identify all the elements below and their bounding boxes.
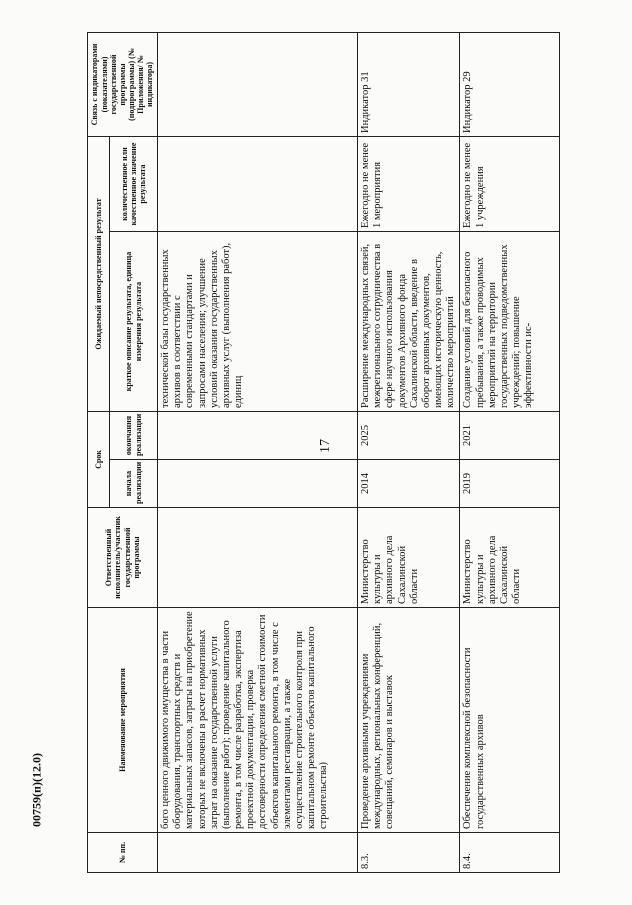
- row-start: 2014: [358, 460, 460, 508]
- row-name: Обеспечение комплексной безопасности государственных архивов: [460, 608, 560, 833]
- header-expected-value: количественное или качественное значение результата: [110, 137, 158, 232]
- row-result-value: [158, 137, 358, 232]
- row-responsible: Министерство культуры и архивного дела Сахалинской области: [358, 508, 460, 608]
- row-result-desc: Расширение международных связей, межрегионального сотрудничества в сфере научного использования документов Архивного фонда Сахалинской области, введение в оборот архивных документов, имеющих историческую ценность, количество мероприятий: [358, 232, 460, 412]
- row-result-desc: Создание условий для безопасного пребывания, а также проводимых мероприятий на территории государственных подведомственных учреждений; повышение эффективности ис-: [460, 232, 560, 412]
- row-result-desc: технической базы государственных архивов в соответствии с современными стандартами и запросами населения; улучшение условий оказания государственных архивных услуг (выполнения работ), единиц: [158, 232, 358, 412]
- header-num: № пп.: [88, 833, 158, 873]
- header-responsible: Ответственный исполнитель/участник государственной программы: [88, 508, 158, 608]
- table-row: [158, 33, 358, 873]
- table-row: [460, 33, 560, 873]
- row-responsible: [158, 508, 358, 608]
- activities-table: [87, 32, 560, 873]
- row-start: 2019: [460, 460, 560, 508]
- header-expected: Ожидаемый непосредственный результат: [88, 137, 110, 412]
- header-link: Связь с индикаторами (показателями) государственной программы (подпрограммы) (№ Приложения/ № индикатора): [88, 33, 158, 137]
- row-indicator-link: [158, 33, 358, 137]
- table-row: [358, 33, 460, 873]
- row-name: Проведение архивными учреждениями международных, региональных конференций, совещаний, семинаров и выставок: [358, 608, 460, 833]
- header-name: Наименование мероприятия: [88, 608, 158, 833]
- row-num: [158, 833, 358, 873]
- row-end: 2025: [358, 412, 460, 460]
- rotated-table-wrapper: [87, 33, 557, 873]
- header-expected-desc: краткое описание результата, единица измерения результата: [110, 232, 158, 412]
- row-end: [158, 412, 358, 460]
- row-indicator-link: Индикатор 31: [358, 33, 460, 137]
- row-num: 8.3.: [358, 833, 460, 873]
- row-result-value: Ежегодно не менее 1 учреждения: [460, 137, 560, 232]
- row-responsible: Министерство культуры и архивного дела Сахалинской области: [460, 508, 560, 608]
- header-term-start: начала реализации: [110, 460, 158, 508]
- header-term-end: окончания реализации: [110, 412, 158, 460]
- header-term: Срок: [88, 412, 110, 508]
- row-result-value: Ежегодно не менее 1 мероприятия: [358, 137, 460, 232]
- page-number: 17: [318, 439, 333, 453]
- row-start: [158, 460, 358, 508]
- row-indicator-link: Индикатор 29: [460, 33, 560, 137]
- row-end: 2021: [460, 412, 560, 460]
- row-name: бого ценного движимого имущества в части оборудования, транспортных средств и материальных запасов, затраты на приобретение которых не включены в расчет нормативных затрат на оказание государственной услуги (выполнение работ); проведение капитального ремонта, в том числе разработка, экспертиза проектной документации, проверка достоверности определения сметной стоимости объектов капитального ремонта, в том числе с элементами реставрации, а также осуществление строительного контроля при капитальном ремонте объектов капитального строительства): [158, 608, 358, 833]
- row-num: 8.4.: [460, 833, 560, 873]
- document-code: 00759(п)(12.0): [29, 753, 44, 827]
